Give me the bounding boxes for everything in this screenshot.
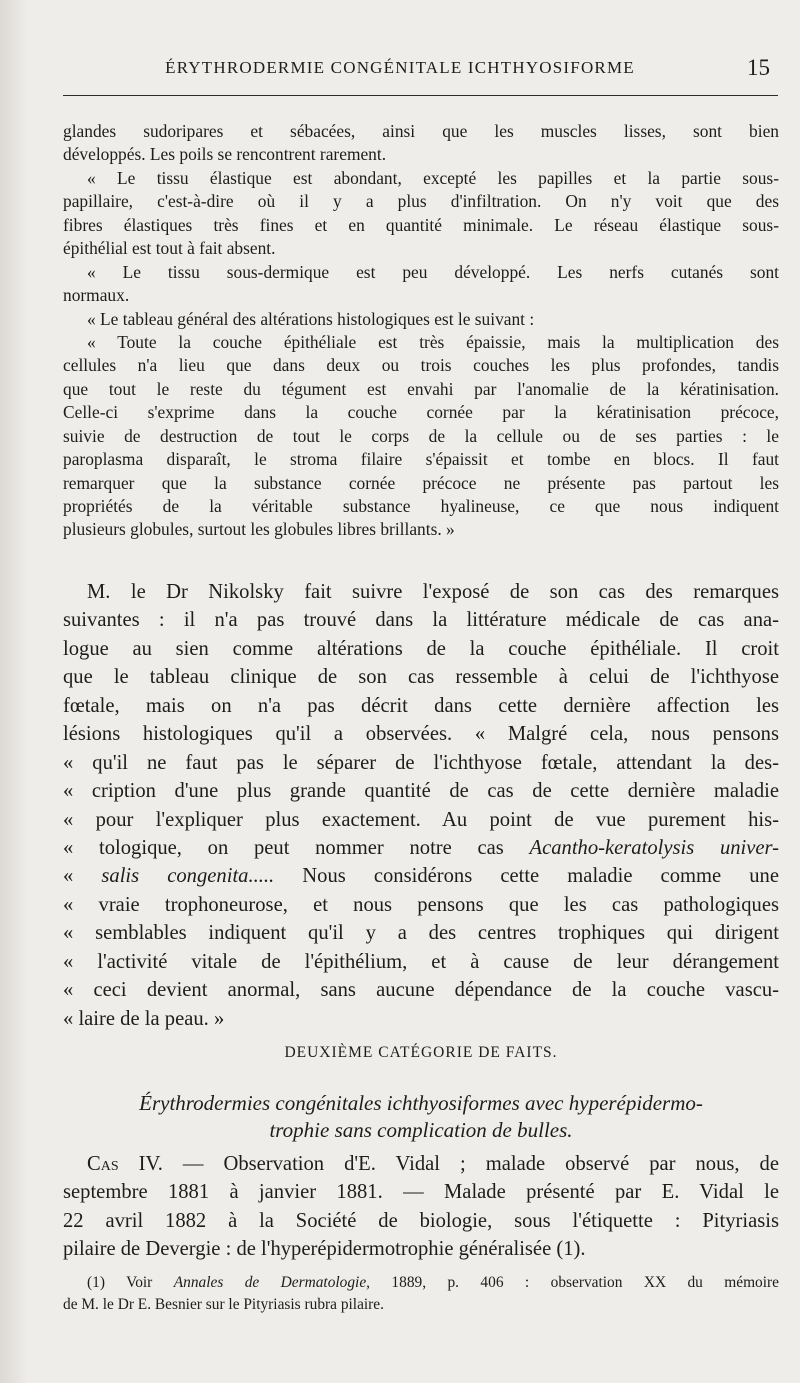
text-line	[63, 834, 779, 862]
text-line: développés. Les poils se rencontrent rarement.	[63, 144, 387, 165]
header-rule	[63, 95, 778, 96]
text-line: paroplasma disparaît, le stroma filaire s'épaissit et tombe en blocs. Il faut	[63, 449, 779, 470]
text-line: « pour l'expliquer plus exactement. Au point de vue purement his-	[63, 808, 779, 831]
text-line: « Toute la couche épithéliale est très épaissie, mais la multiplication des	[87, 331, 779, 352]
italic-term: Acantho-keratolysis univer-	[529, 836, 779, 859]
section-heading: DEUXIÈME CATÉGORIE DE FAITS.	[284, 1044, 558, 1061]
text-line	[63, 862, 779, 890]
case-label: Cas IV.	[87, 1153, 163, 1175]
text-line: normaux.	[63, 285, 130, 306]
text-line: « cription d'une plus grande quantité de cas de cette dernière maladie	[63, 780, 779, 803]
text-line: suivie de destruction de tout le corps de la cellule ou de ses parties : le	[63, 425, 779, 446]
text-line: pilaire de Devergie : de l'hyperépidermotrophie généralisée (1).	[63, 1238, 586, 1261]
journal-title: Annales de Dermatologie,	[173, 1274, 371, 1291]
text-line: « semblables indiquent qu'il y a des centres trophiques qui dirigent	[63, 922, 779, 945]
text-segment: (1) Voir	[87, 1274, 174, 1291]
text-line: « vraie trophoneurose, et nous pensons que les cas pathologiques	[63, 893, 779, 916]
text-line: logue au sien comme altérations de la couche épithéliale. Il croit	[63, 637, 779, 660]
text-line: cellules n'a lieu que dans deux ou trois couches les plus profondes, tandis	[63, 355, 779, 376]
text-line: septembre 1881 à janvier 1881. — Malade présenté par E. Vidal le	[63, 1181, 779, 1204]
text-line: glandes sudoripares et sébacées, ainsi que les muscles lisses, sont bien	[63, 121, 779, 141]
text-line: papillaire, c'est-à-dire où il y a plus d'infiltration. On n'y voit que des	[63, 191, 779, 212]
text-line: que tout le reste du tégument est envahi par l'anomalie de la kératinisation.	[63, 378, 779, 399]
italic-term: salis congenita.....	[101, 865, 275, 888]
text-line: « ceci devient anormal, sans aucune dépendance de la couche vascu-	[63, 979, 779, 1002]
case-paragraph	[63, 1150, 779, 1264]
text-line: « laire de la peau. »	[63, 1007, 225, 1030]
page-number: 15	[747, 55, 770, 80]
text-line: M. le Dr Nikolsky fait suivre l'exposé de son cas des remarques	[87, 581, 779, 603]
main-paragraph	[63, 578, 779, 1033]
text-segment: Nous considérons cette maladie comme une	[274, 865, 779, 888]
text-line	[63, 1272, 779, 1294]
text-line: 22 avril 1882 à la Société de biologie, sous l'étiquette : Pityriasis	[63, 1209, 779, 1232]
text-line	[63, 1150, 779, 1178]
text-line: remarquer que la substance cornée précoce ne présente pas partout les	[63, 472, 779, 493]
running-title: ÉRYTHRODERMIE CONGÉNITALE ICHTHYOSIFORME	[165, 58, 635, 77]
text-line: plusieurs globules, surtout les globules libres brillants. »	[63, 519, 455, 540]
text-line: « Le tableau général des altérations histologiques est le suivant :	[87, 308, 535, 329]
text-segment: — Observation d'E. Vidal ; malade observé par nous, de	[162, 1153, 779, 1175]
text-segment: « tologique, on peut nommer notre cas	[63, 836, 530, 859]
footnote	[63, 1272, 779, 1316]
subtitle-line: Érythrodermies congénitales ichthyosiformes avec hyperépidermo-	[139, 1091, 703, 1115]
text-line: fibres élastiques très fines et en quantité minimale. Le réseau élastique sous-	[63, 214, 779, 235]
text-segment: «	[63, 865, 102, 888]
text-line: « qu'il ne faut pas le séparer de l'ichthyose fœtale, attendant la des-	[63, 751, 779, 774]
section-subtitle	[63, 1090, 779, 1144]
text-line: Celle-ci s'exprime dans la couche cornée par la kératinisation précoce,	[63, 402, 779, 423]
text-line: « Le tissu sous-dermique est peu développé. Les nerfs cutanés sont	[87, 261, 779, 282]
text-line: lésions histologiques qu'il a observées. « Malgré cela, nous pensons	[63, 723, 779, 746]
text-line: épithélial est tout à fait absent.	[63, 238, 276, 259]
text-segment: 1889, p. 406 : observation XX du mémoire	[370, 1274, 779, 1291]
quoted-histology-block	[63, 120, 779, 542]
subtitle-line: trophie sans complication de bulles.	[269, 1118, 573, 1142]
text-line: propriétés de la véritable substance hyalineuse, ce que nous indiquent	[63, 496, 779, 516]
text-line: « l'activité vitale de l'épithélium, et à cause de leur dérangement	[63, 950, 779, 973]
text-line: de M. le Dr E. Besnier sur le Pityriasis rubra pilaire.	[63, 1296, 384, 1313]
text-line: « Le tissu élastique est abondant, excepté les papilles et la partie sous-	[87, 167, 779, 188]
text-line: que le tableau clinique de son cas ressemble à celui de l'ichthyose	[63, 666, 779, 689]
page-gutter-shadow	[0, 0, 28, 1383]
text-line: fœtale, mais on n'a pas décrit dans cette dernière affection les	[63, 694, 779, 717]
text-line: suivantes : il n'a pas trouvé dans la littérature médicale de cas ana-	[63, 609, 779, 632]
